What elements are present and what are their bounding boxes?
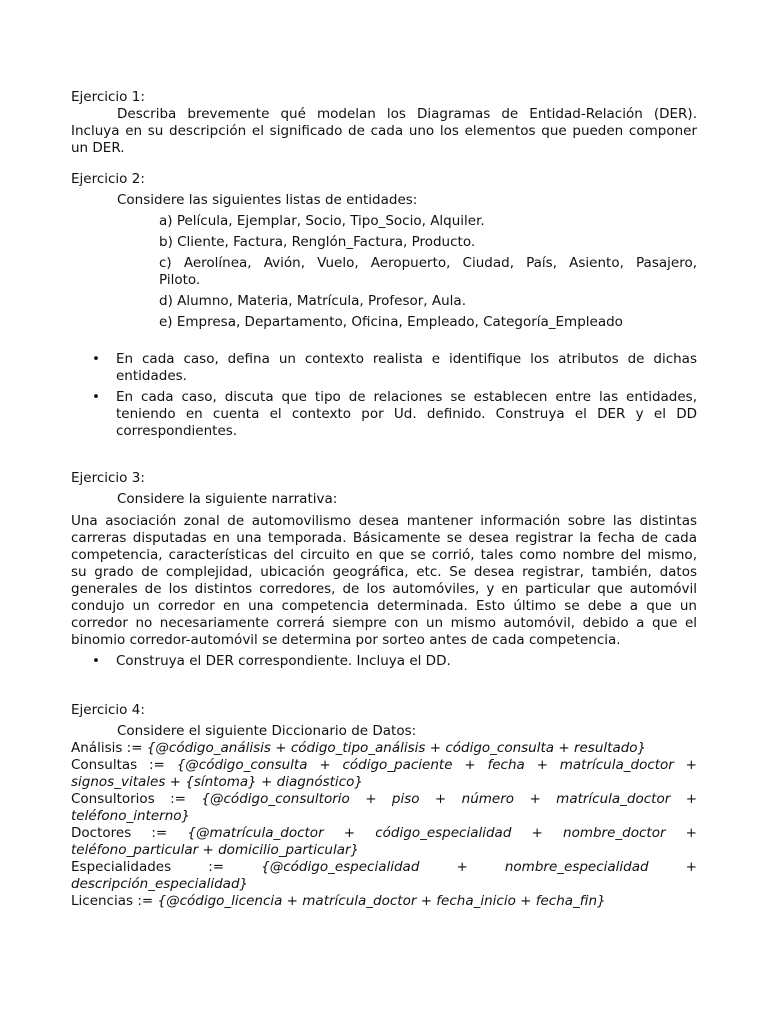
dd-entry-definition: {@código_consulta + código_paciente + fecha + matrícula_doctor + [176,757,697,773]
dd-entry-name: Análisis := [71,740,147,756]
ej2-bullet-1-line-2: entidades. [116,368,187,384]
ej4-intro: Considere el siguiente Diccionario de Datos: [117,723,417,739]
ej2-bullet-1 [71,351,697,385]
dd-entry-name: Doctores := [71,825,188,841]
ej2-bullet-2-line-3: correspondientes. [116,423,238,439]
document-page [71,89,697,910]
dd-entry-consultas [71,757,697,774]
ej2-item-b: b) Cliente, Factura, Renglón_Factura, Producto. [159,234,476,250]
dd-entry-definition: {@código_licencia + matrícula_doctor + fecha_inicio + fecha_fin} [157,893,606,909]
ej2-item-c-line-1: c) Aerolínea, Avión, Vuelo, Aeropuerto, Ciudad, País, Asiento, Pasajero, [159,255,697,271]
ej3-intro: Considere la siguiente narrativa: [117,491,338,507]
ej2-title: Ejercicio 2: [71,171,145,187]
ej1-line-3: un DER. [71,140,125,156]
dd-entry-definition: {@código_análisis + código_tipo_análisis + código_consulta + resultado} [146,740,647,756]
dd-entry-name: Consultas := [71,757,177,773]
dd-entry-licencias [71,893,697,910]
ej3-bullet-1-text: Construya el DER correspondiente. Incluya el DD. [116,653,451,669]
ej2-bullet-2 [71,389,697,440]
ej4-title: Ejercicio 4: [71,702,145,718]
ej3-narrative-line-5: generales de los distintos corredores, de los automóviles, y en particular que automóvil [71,581,697,597]
ej3-narrative-line-4: su grado de complejidad, ubicación geográfica, etc. Se desea registrar, también, datos [71,564,697,580]
dd-entry-consultorios-cont: teléfono_interno} [71,808,191,824]
ej1-line-1: Describa brevemente qué modelan los Diagramas de Entidad-Relación (DER). [117,106,697,122]
ej3-narrative-line-2: carreras disputadas en una temporada. Básicamente se desea registrar la fecha de cada [71,530,697,546]
ej1-line-2: Incluya en su descripción el significado de cada uno los elementos que pueden componer [71,123,697,139]
dd-entry-analisis [71,740,697,757]
ej3-narrative [71,513,697,649]
ej3-narrative-line-7: corredor no necesariamente correrá siempre con un mismo automóvil, debido a que el [71,615,697,631]
ej2-item-e: e) Empresa, Departamento, Oficina, Empleado, Categoría_Empleado [159,314,623,330]
dd-entry-definition: {@matrícula_doctor + código_especialidad + nombre_doctor + [187,825,697,841]
dd-entry-consultas-cont: signos_vitales + {síntoma} + diagnóstico} [71,774,363,790]
ej2-intro: Considere las siguientes listas de entidades: [117,192,418,208]
ej3-bullet-1 [71,653,697,670]
ej3-narrative-line-3: competencia, características del circuito en que se corrió, tales como nombre del mismo, [71,547,697,563]
dd-entry-name: Licencias := [71,893,158,909]
bullet-dot: • [92,351,100,367]
bullet-dot: • [92,653,100,669]
bullet-dot: • [92,389,100,405]
dd-entry-doctores [71,825,697,842]
ej3-narrative-line-8: binomio corredor-automóvil se determina por sorteo antes de cada competencia. [71,632,621,648]
dd-entry-consultorios [71,791,697,808]
ej3-narrative-line-6: condujo un corredor en una competencia determinada. Esto último se debe a que un [71,598,697,614]
ej3-narrative-line-1: Una asociación zonal de automovilismo desea mantener información sobre las distintas [71,513,697,529]
dd-entry-name: Especialidades := [71,859,262,875]
dd-entry-definition: {@código_consultorio + piso + número + matrícula_doctor + [201,791,698,807]
ej2-item-c-line-2: Piloto. [159,272,201,288]
ej1-title: Ejercicio 1: [71,89,145,105]
dd-entry-name: Consultorios := [71,791,202,807]
dd-entry-especialidades [71,859,697,876]
ej3-title: Ejercicio 3: [71,470,145,486]
dd-entry-definition: {@código_especialidad + nombre_especialidad + [261,859,697,875]
ej2-bullet-2-line-1: En cada caso, discuta que tipo de relaciones se establecen entre las entidades, [116,389,697,405]
ej2-bullet-1-line-1: En cada caso, defina un contexto realista e identifique los atributos de dichas [116,351,697,367]
ej2-item-a: a) Película, Ejemplar, Socio, Tipo_Socio, Alquiler. [159,213,485,229]
dd-entry-doctores-cont: teléfono_particular + domicilio_particular} [71,842,360,858]
ej2-item-d: d) Alumno, Materia, Matrícula, Profesor, Aula. [159,293,466,309]
ej2-bullet-2-line-2: teniendo en cuenta el contexto por Ud. definido. Construya el DER y el DD [116,406,697,422]
dd-entry-especialidades-cont: descripción_especialidad} [71,876,249,892]
